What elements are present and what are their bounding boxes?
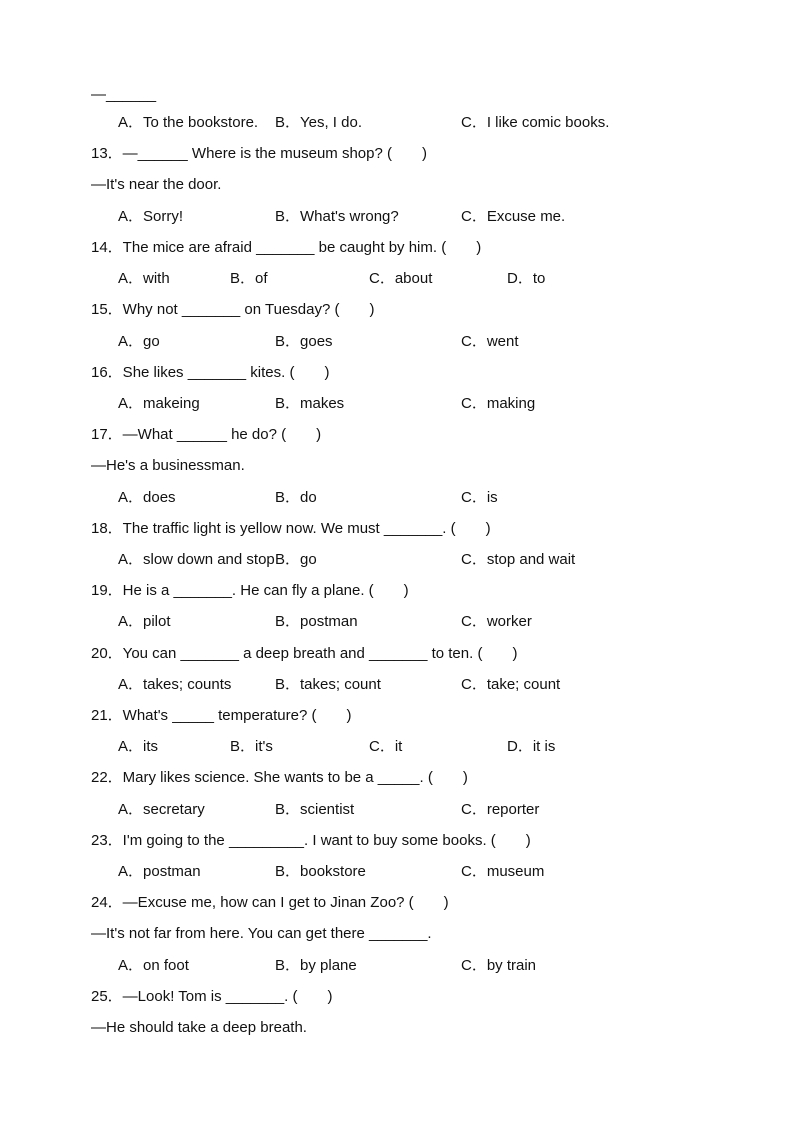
answer-option: C．about	[369, 270, 433, 287]
question-line: 21．What's _____ temperature? ( )	[91, 707, 352, 724]
answer-options-row	[118, 333, 718, 351]
question-line: 16．She likes _______ kites. ( )	[91, 364, 330, 381]
answer-option: B．takes; count	[275, 676, 381, 693]
answer-options-row	[118, 801, 718, 819]
answer-option: A．its	[118, 738, 159, 755]
question-line: —He should take a deep breath.	[91, 1019, 307, 1036]
answer-options-row	[118, 676, 718, 694]
answer-options-row	[118, 489, 718, 507]
answer-option: C．I like comic books.	[461, 114, 610, 131]
answer-option: A．with	[118, 270, 170, 287]
answer-option: C．by train	[461, 957, 537, 974]
question-line: 17．—What ______ he do? ( )	[91, 426, 322, 443]
question-line: —He's a businessman.	[91, 457, 245, 474]
answer-option: B．by plane	[275, 957, 357, 974]
answer-option: C．stop and wait	[461, 551, 576, 568]
answer-option: D．it is	[507, 738, 556, 755]
answer-option: C．Excuse me.	[461, 208, 566, 225]
answer-option: A．postman	[118, 863, 201, 880]
question-line: 22．Mary likes science. She wants to be a _____. ( )	[91, 769, 468, 786]
answer-option: A．To the bookstore.	[118, 114, 259, 131]
answer-options-row	[118, 395, 718, 413]
answer-option: A．go	[118, 333, 160, 350]
answer-option: B．What's wrong?	[275, 208, 399, 225]
answer-option: D．to	[507, 270, 546, 287]
answer-option: C．is	[461, 489, 498, 506]
question-line: 14．The mice are afraid _______ be caught by him. ( )	[91, 239, 482, 256]
question-line: 20．You can _______ a deep breath and _______ to ten. ( )	[91, 645, 518, 662]
answer-option: C．it	[369, 738, 403, 755]
answer-option: B．makes	[275, 395, 345, 412]
answer-option: B．Yes, I do.	[275, 114, 362, 131]
answer-options-row	[118, 613, 718, 631]
question-line: 24．—Excuse me, how can I get to Jinan Zoo? ( )	[91, 894, 449, 911]
answer-option: C．reporter	[461, 801, 540, 818]
answer-option: B．of	[230, 270, 268, 287]
answer-option: A．on foot	[118, 957, 189, 974]
question-line: 15．Why not _______ on Tuesday? ( )	[91, 301, 375, 318]
answer-options-row	[118, 551, 718, 569]
answer-option: B．go	[275, 551, 317, 568]
answer-option: C．making	[461, 395, 536, 412]
answer-option: A．pilot	[118, 613, 171, 630]
question-line: 13．—______ Where is the museum shop? ( )	[91, 145, 427, 162]
question-line: —It's not far from here. You can get there _______.	[91, 925, 432, 942]
answer-option: A．secretary	[118, 801, 205, 818]
answer-option: C．went	[461, 333, 519, 350]
question-line: —It's near the door.	[91, 176, 222, 193]
answer-option: B．bookstore	[275, 863, 366, 880]
answer-option: A．Sorry!	[118, 208, 184, 225]
answer-options-row	[118, 114, 718, 132]
answer-option: A．takes; counts	[118, 676, 232, 693]
answer-option: A．does	[118, 489, 176, 506]
question-line: —______	[91, 86, 157, 103]
answer-option: B．scientist	[275, 801, 355, 818]
answer-option: A．slow down and stop	[118, 551, 275, 568]
answer-option: B．postman	[275, 613, 358, 630]
answer-option: B．goes	[275, 333, 333, 350]
question-line: 25．—Look! Tom is _______. ( )	[91, 988, 333, 1005]
answer-option: B．it's	[230, 738, 273, 755]
answer-option: C．worker	[461, 613, 532, 630]
question-line: 19．He is a _______. He can fly a plane. ( )	[91, 582, 409, 599]
answer-option: C．museum	[461, 863, 545, 880]
answer-option: C．take; count	[461, 676, 561, 693]
question-line: 18．The traffic light is yellow now. We must _______. ( )	[91, 520, 491, 537]
question-line: 23．I'm going to the _________. I want to buy some books. ( )	[91, 832, 531, 849]
answer-option: B．do	[275, 489, 317, 506]
answer-options-row	[118, 738, 718, 756]
answer-option: A．makeing	[118, 395, 200, 412]
answer-options-row	[118, 957, 718, 975]
answer-options-row	[118, 270, 718, 288]
answer-options-row	[118, 863, 718, 881]
answer-options-row	[118, 208, 718, 226]
